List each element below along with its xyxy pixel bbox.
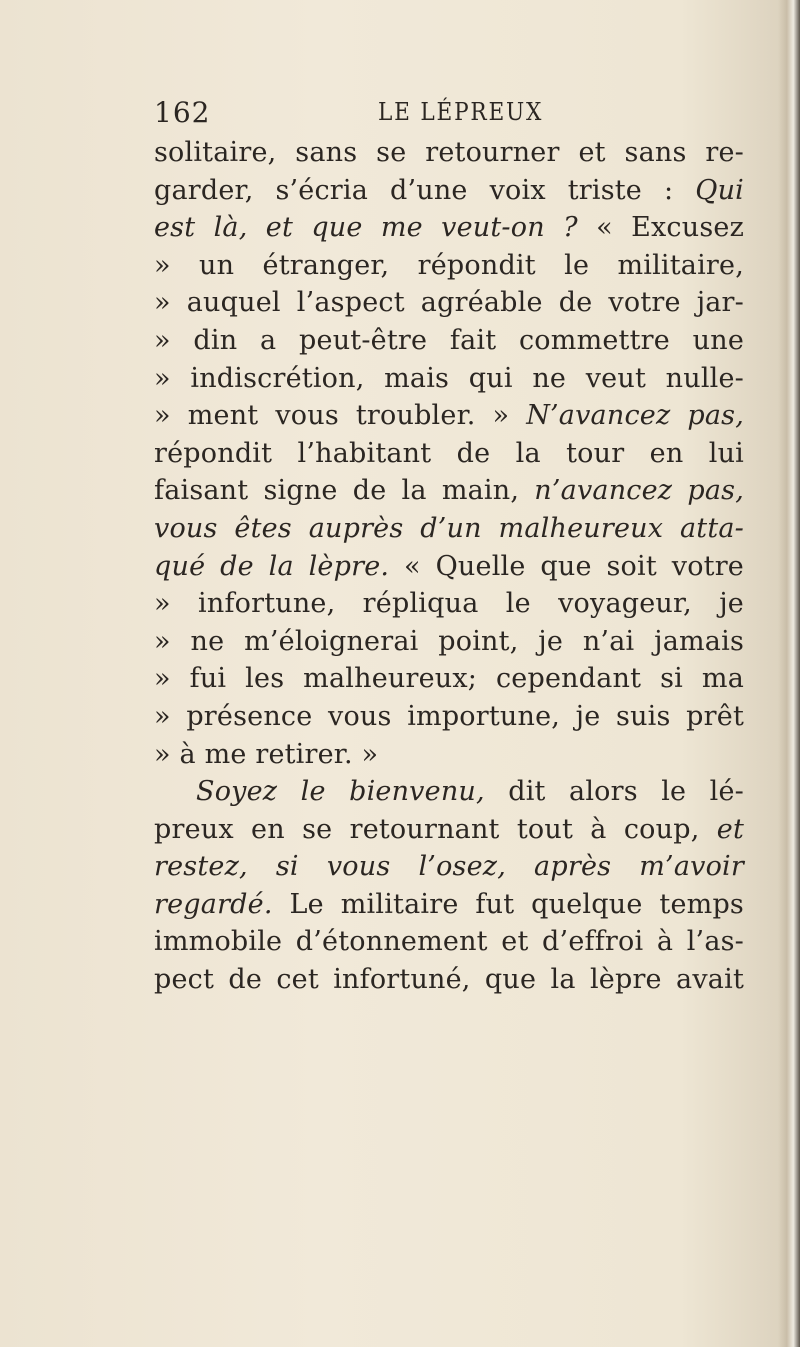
page-number: 162 — [154, 96, 211, 129]
text-line: » présence vous importune, je suis prêt — [154, 700, 744, 732]
body-text — [154, 134, 744, 999]
page-header — [154, 96, 714, 136]
text-line: est là, et que me veut-on ? « Excusez — [154, 212, 744, 244]
text-line: vous êtes auprès d’un malheureux atta- — [154, 512, 744, 544]
running-head: LE LÉPREUX — [378, 98, 544, 126]
text-line: répondit l’habitant de la tour en lui — [154, 437, 744, 469]
text-line: qué de la lèpre. « Quelle que soit votre — [154, 550, 744, 582]
text-line: » din a peut-être fait commettre une — [154, 324, 744, 356]
text-line: » fui les malheureux; cependant si ma — [154, 663, 744, 695]
text-line: » un étranger, répondit le militaire, — [154, 249, 744, 281]
text-line: solitaire, sans se retourner et sans re- — [154, 137, 744, 168]
text-line: restez, si vous l’osez, après m’avoir — [154, 851, 744, 883]
text-line: garder, s’écria d’une voix triste : Qui — [154, 174, 744, 206]
text-line: » ne m’éloignerai point, je n’ai jamais — [154, 625, 744, 657]
text-line: » infortune, répliqua le voyageur, je — [154, 588, 744, 620]
text-line: preux en se retournant tout à coup, et — [154, 813, 744, 845]
text-line: immobile d’étonnement et d’effroi à l’as- — [154, 926, 744, 958]
text-line: » indiscrétion, mais qui ne veut nulle- — [154, 362, 744, 394]
page-edge-shadow — [778, 0, 800, 1347]
text-line: regardé. Le militaire fut quelque temps — [154, 888, 744, 920]
text-line: » auquel l’aspect agréable de votre jar- — [154, 287, 744, 319]
text-line: Soyez le bienvenu, dit alors le lé- — [196, 776, 744, 808]
text-line: pect de cet infortuné, que la lèpre avait — [154, 964, 744, 996]
text-line: » ment vous troubler. » N’avancez pas, — [154, 400, 744, 432]
text-line: faisant signe de la main, n’avancez pas, — [154, 475, 744, 507]
text-line: » à me retirer. » — [154, 738, 379, 770]
